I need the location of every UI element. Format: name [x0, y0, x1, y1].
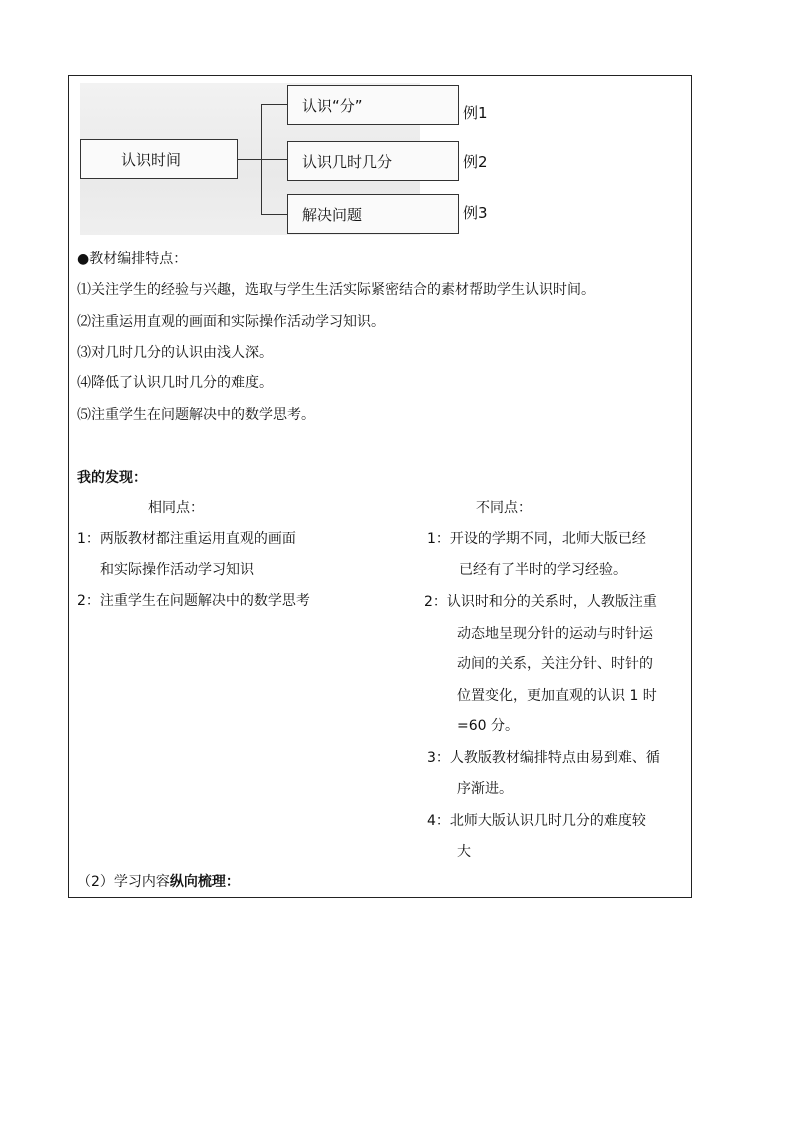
diagram-branch-2-box: [287, 141, 459, 181]
same-line-3: 2：注重学生在问题解决中的数学思考: [77, 593, 310, 609]
diff-line-1: 1：开设的学期不同，北师大版已经: [427, 531, 646, 547]
diagram-branch-2-label: 认识几时几分: [302, 152, 393, 171]
section-label-bold: 纵向梳理：: [169, 874, 240, 890]
section-label-prefix: （2）学习内容: [77, 874, 170, 890]
feature-item-3: ⑶对几时几分的认识由浅人深。: [77, 345, 273, 361]
section-label: [77, 872, 240, 892]
diff-points-title: 不同点：: [476, 500, 532, 516]
diagram-branch-1-label: 认识“分”: [302, 96, 363, 115]
structure-diagram: [80, 83, 500, 235]
diff-line-3: 2：认识时和分的关系时，人教版注重: [424, 594, 657, 610]
diff-line-4: 动态地呈现分针的运动与时针运: [457, 626, 653, 642]
connector-root: [238, 159, 261, 160]
diff-line-2: 已经有了半时的学习经验。: [459, 562, 627, 578]
diff-line-10: 4：北师大版认识几时几分的难度较: [427, 813, 646, 829]
connector-branch-2: [261, 159, 287, 160]
connector-branch-1: [261, 104, 287, 105]
diff-line-7: =60 分。: [457, 718, 519, 734]
diagram-branch-1-box: [287, 85, 459, 125]
feature-item-5: ⑸注重学生在问题解决中的数学思考。: [77, 407, 315, 423]
diagram-root-box: [80, 139, 238, 179]
same-line-1: 1：两版教材都注重运用直观的画面: [77, 531, 296, 547]
feature-item-2: ⑵注重运用直观的画面和实际操作活动学习知识。: [77, 314, 385, 330]
same-line-2: 和实际操作活动学习知识: [100, 562, 254, 578]
same-points-title: 相同点：: [148, 500, 204, 516]
features-heading: ●教材编排特点：: [77, 251, 188, 267]
diff-line-6: 位置变化，更加直观的认识 1 时: [457, 688, 657, 704]
feature-item-4: ⑷降低了认识几时几分的难度。: [77, 375, 273, 391]
diagram-root-label: 认识时间: [121, 150, 182, 169]
diagram-example-1: 例1: [463, 104, 488, 122]
diff-line-9: 序渐进。: [457, 781, 513, 797]
connector-branch-3: [261, 214, 287, 215]
feature-item-1: ⑴关注学生的经验与兴趣，选取与学生生活实际紧密结合的素材帮助学生认识时间。: [77, 282, 595, 298]
diagram-example-2: 例2: [463, 153, 488, 171]
diff-line-8: 3：人教版教材编排特点由易到难、循: [427, 750, 660, 766]
findings-heading: 我的发现：: [77, 470, 147, 486]
diagram-branch-3-box: [287, 194, 459, 234]
diagram-example-3: 例3: [463, 204, 488, 222]
diagram-branch-3-label: 解决问题: [302, 205, 363, 224]
diff-line-11: 大: [457, 844, 471, 860]
diff-line-5: 动间的关系，关注分针、时针的: [457, 656, 653, 672]
